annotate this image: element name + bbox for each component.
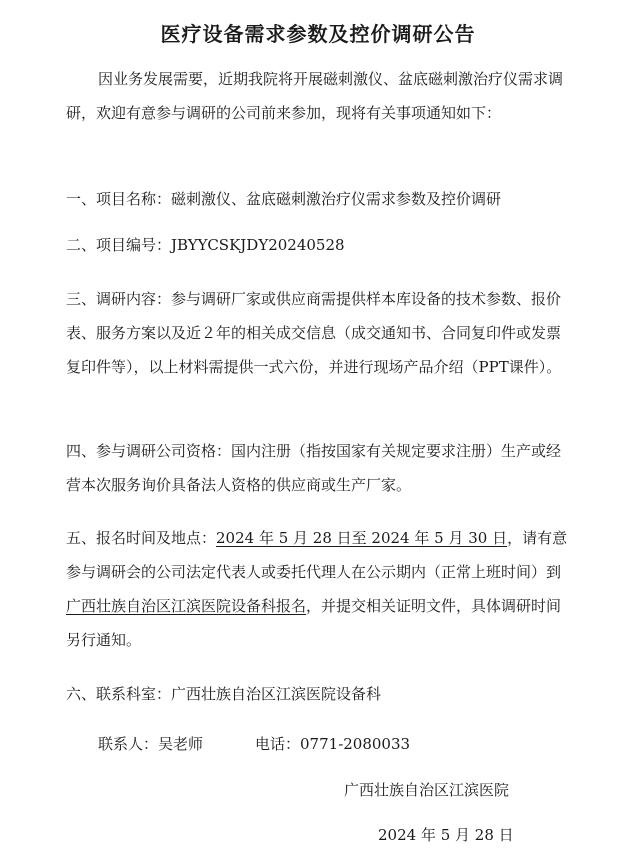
survey-content-item: 三、调研内容：参与调研厂家或供应商需提供样本库设备的技术参数、报价表、服务方案以及近２年的相关成交信息（成交通知书、合同复印件或发票复印件等），以上材料需提供一式六份，并进行现场产品介绍（PPT课件）。: [66, 290, 562, 376]
project-number-item: 二、项目编号：JBYYCSKJDY20240528: [66, 236, 345, 254]
signature-organization: 广西壮族自治区江滨医院: [344, 781, 510, 799]
registration-middle: ，请有意参与调研会的公司法定代表人或委托代理人在公示期内（正常上班时间）到: [66, 529, 568, 581]
document-title: 医疗设备需求参数及控价调研公告: [160, 22, 476, 46]
signature-date: 2024 年 5 月 28 日: [378, 826, 514, 844]
contact-phone: 电话：0771-2080033: [255, 735, 411, 753]
qualification-item: 四、参与调研公司资格：国内注册（指按国家有关规定要求注册）生产或经营本次服务询价具备法人资格的供应商或生产厂家。: [66, 442, 562, 494]
project-name-item: 一、项目名称：磁刺激仪、盆底磁刺激治疗仪需求参数及控价调研: [66, 190, 502, 208]
intro-paragraph: 因业务发展需要，近期我院将开展磁刺激仪、盆底磁刺激治疗仪需求调研，欢迎有意参与调研的公司前来参加，现将有关事项通知如下：: [66, 70, 564, 122]
contact-line: [98, 727, 578, 761]
registration-suffix: ，并提交相关证明文件，具体调研时间另行通知。: [66, 597, 562, 649]
registration-place: 广西壮族自治区江滨医院设备科报名: [66, 597, 307, 615]
registration-prefix: 五、报名时间及地点：: [66, 529, 217, 547]
contact-department-item: 六、联系科室：广西壮族自治区江滨医院设备科: [66, 685, 382, 703]
contact-person: 联系人：吴老师: [98, 735, 204, 753]
registration-period: 2024 年 5 月 28 日至 2024 年 5 月 30 日: [216, 529, 508, 547]
registration-item: [66, 521, 574, 657]
